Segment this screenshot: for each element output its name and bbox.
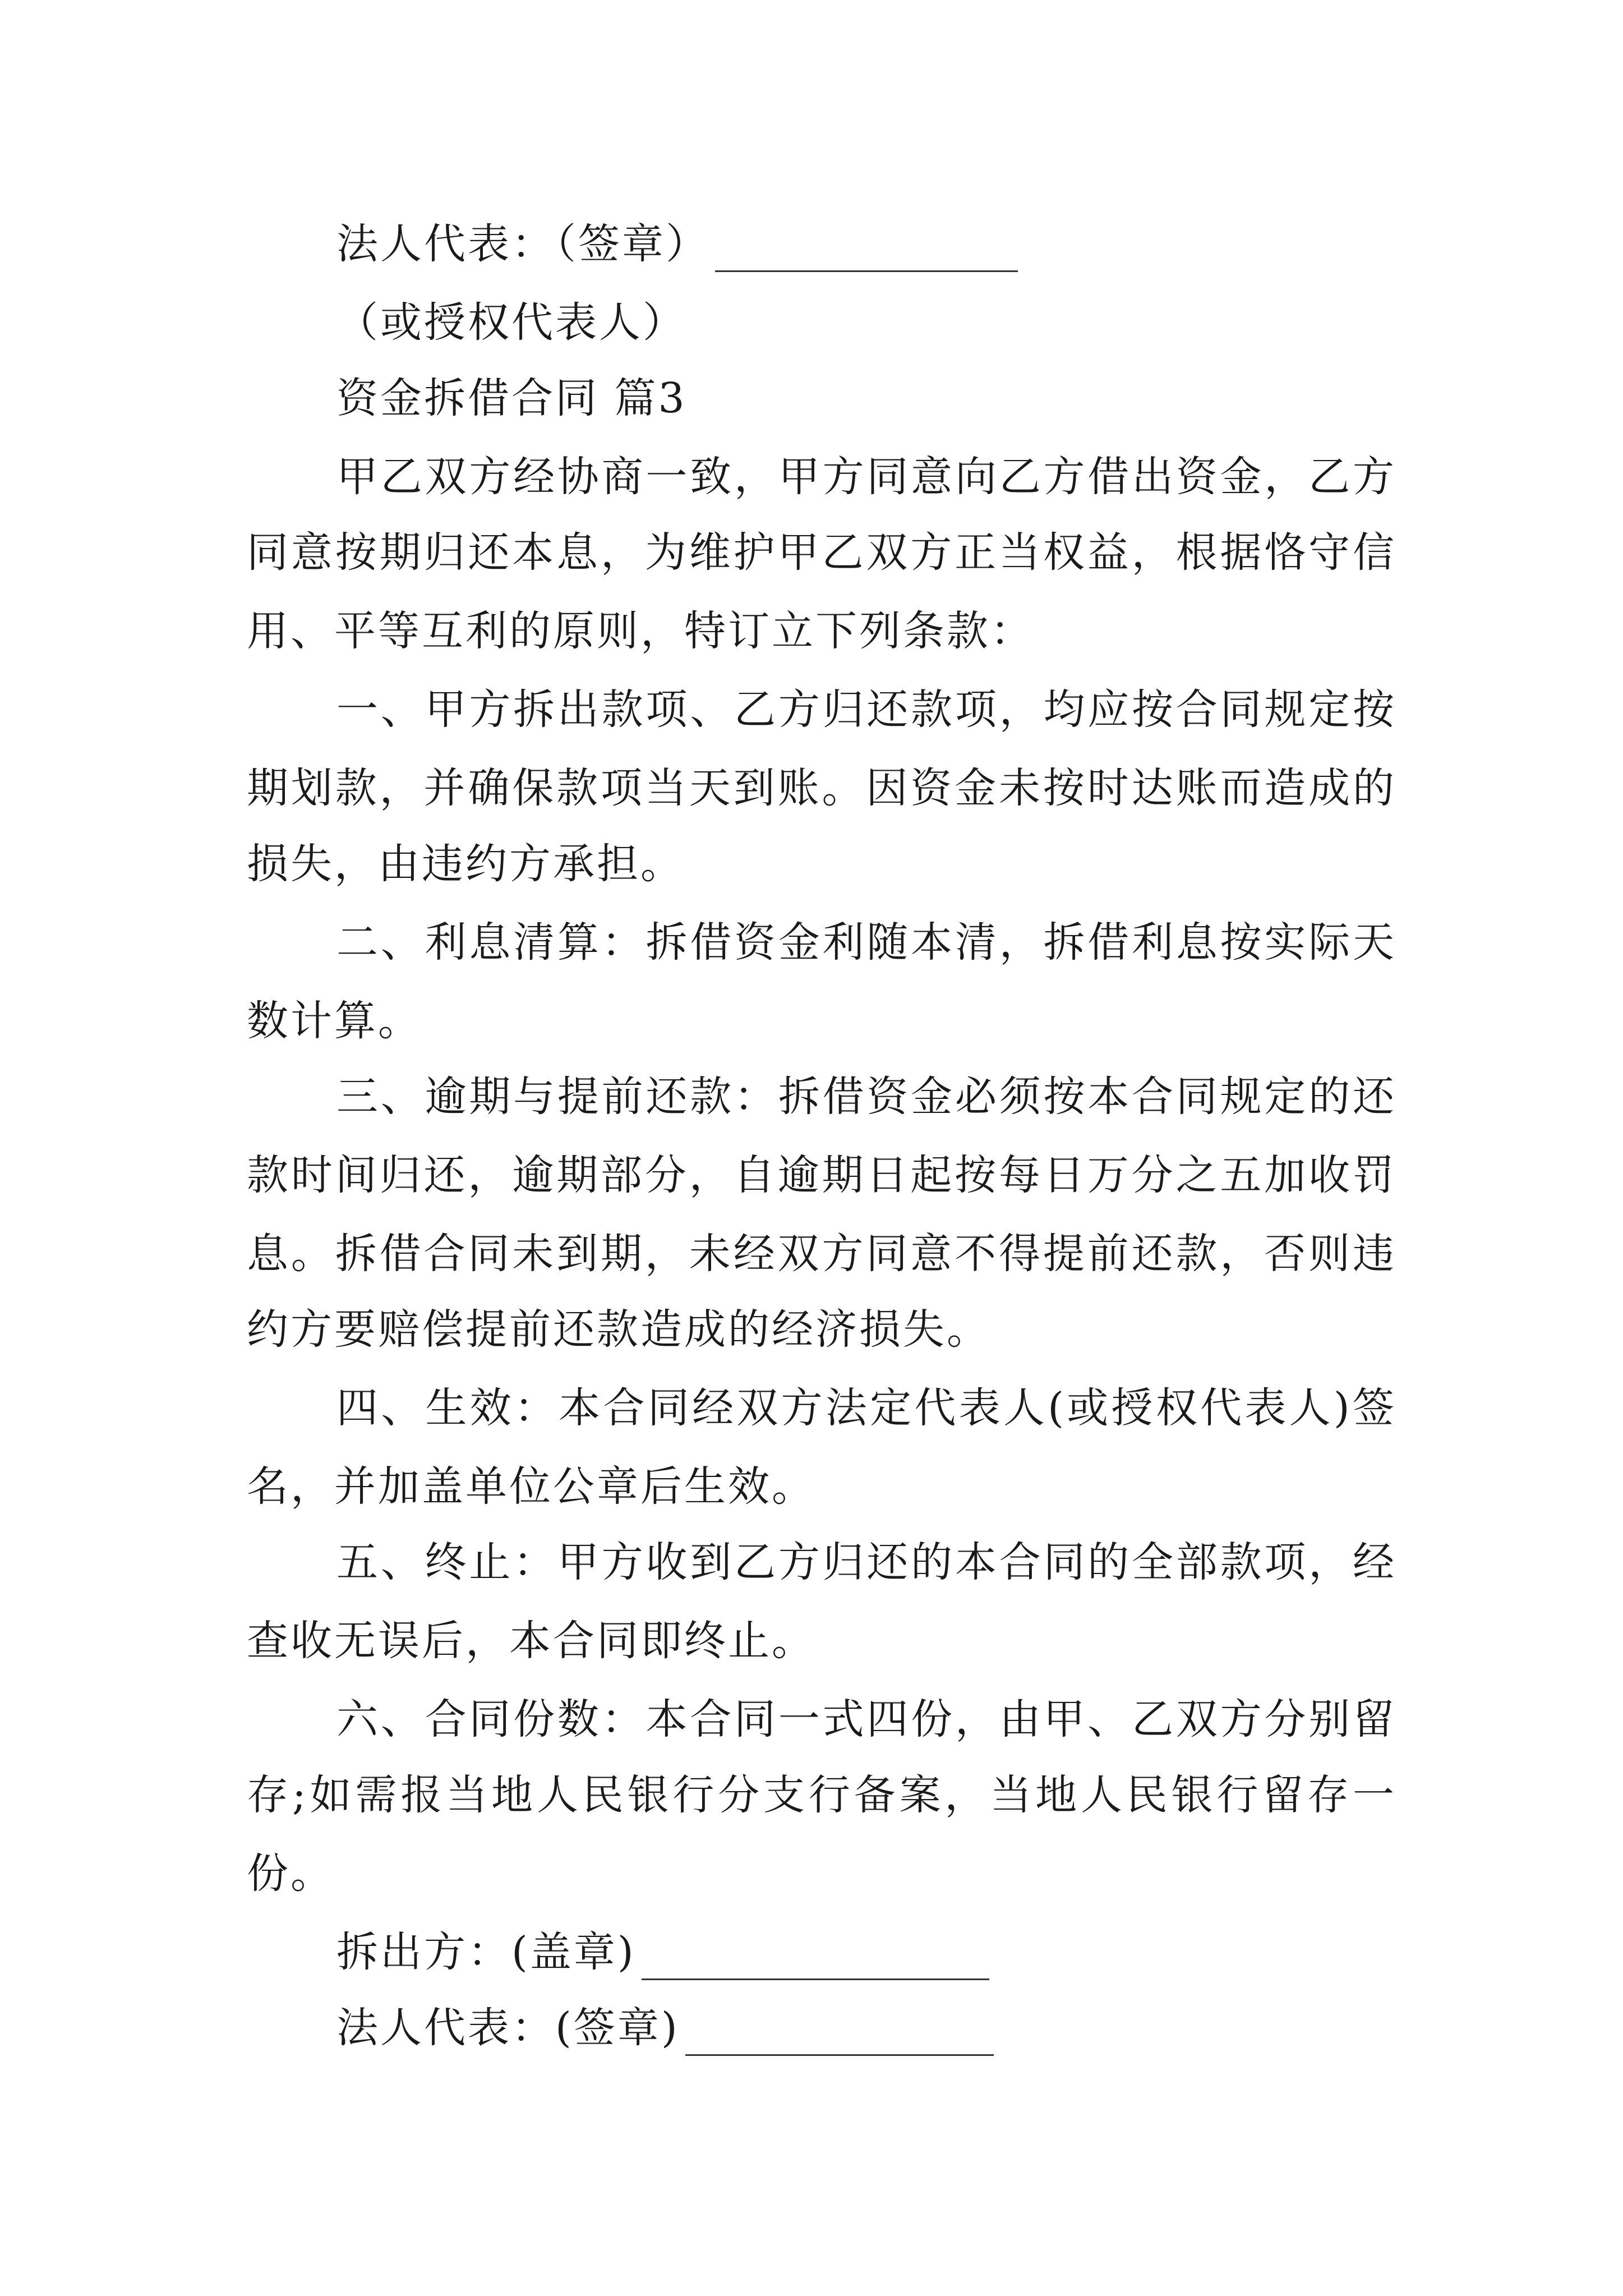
signature-label: 法人代表：(签章): [336, 2004, 680, 2052]
clause-line: 查收无误后，本合同即终止。: [247, 1617, 815, 1665]
paragraph-line: 同意按期归还本息，为维护甲乙双方正当权益，根据恪守信: [247, 528, 1396, 577]
signature-blank: [685, 2015, 994, 2056]
signature-blank: [715, 231, 1018, 272]
signature-blank: [642, 1939, 989, 1980]
paragraph-line: 甲乙双方经协商一致，甲方同意向乙方借出资金，乙方: [336, 453, 1396, 501]
clause-line: 一、甲方拆出款项、乙方归还款项，均应按合同规定按: [336, 685, 1396, 734]
paragraph-line: 用、平等互利的原则，特订立下列条款：: [247, 607, 1034, 655]
clause-line: 约方要赔偿提前还款造成的经济损失。: [247, 1305, 990, 1354]
clause-line: 名，并加盖单位公章后生效。: [247, 1462, 815, 1511]
clause-line: 数计算。: [247, 997, 422, 1045]
signature-line-lender: [336, 1924, 1486, 1980]
section-title: 资金拆借合同 篇3: [336, 374, 687, 422]
clause-line: 二、利息清算：拆借资金利随本清，拆借利息按实际天: [336, 918, 1396, 967]
clause-line: 款时间归还，逾期部分，自逾期日起按每日万分之五加收罚: [247, 1151, 1396, 1199]
authorized-rep-note: （或授权代表人）: [336, 298, 686, 347]
signature-line-legal-rep: [336, 2000, 1486, 2056]
clause-line: 期划款，并确保款项当天到账。因资金未按时达账而造成的: [247, 764, 1396, 812]
clause-line: 存;如需报当地人民银行分支行备案，当地人民银行留存一: [247, 1771, 1396, 1819]
clause-line: 损失，由违约方承担。: [247, 840, 684, 888]
clause-line: 份。: [247, 1849, 334, 1898]
clause-line: 六、合同份数：本合同一式四份，由甲、乙双方分别留: [336, 1695, 1396, 1743]
signature-line-legal-rep: [336, 216, 1486, 272]
clause-line: 三、逾期与提前还款：拆借资金必须按本合同规定的还: [336, 1073, 1396, 1121]
clause-line: 五、终止：甲方收到乙方归还的本合同的全部款项，经: [336, 1538, 1396, 1586]
clause-line: 四、生效：本合同经双方法定代表人(或授权代表人)签: [336, 1384, 1396, 1432]
signature-label: 法人代表：（签章）: [336, 220, 709, 268]
clause-line: 息。拆借合同未到期，未经双方同意不得提前还款，否则违: [247, 1230, 1396, 1278]
signature-label: 拆出方：(盖章): [336, 1928, 636, 1976]
